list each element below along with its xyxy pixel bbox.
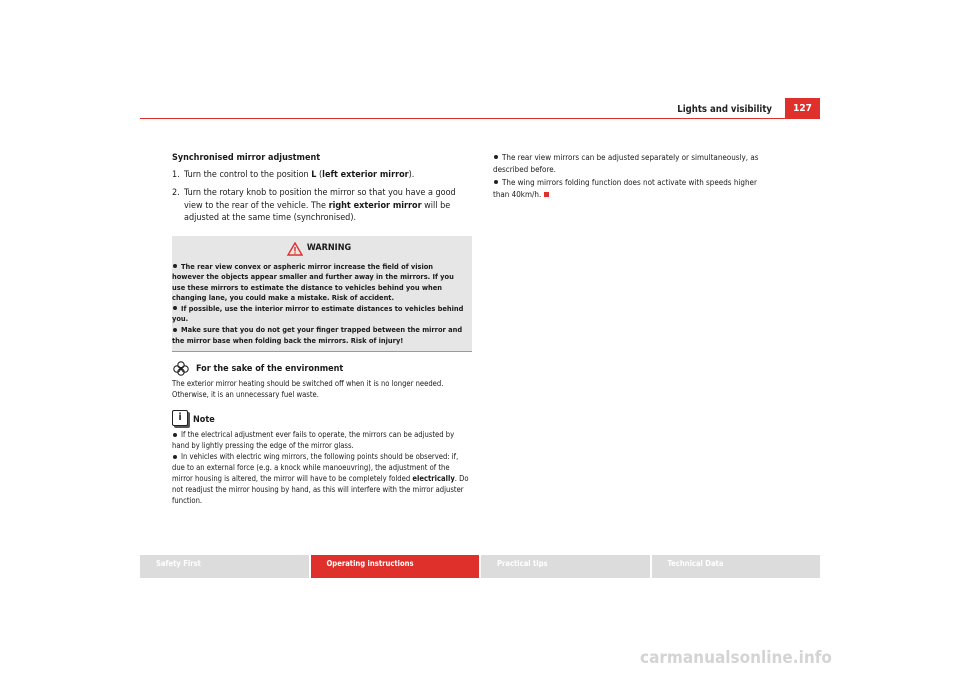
right-bullet: The rear view mirrors can be adjusted separately or simultaneously, as described before. (493, 153, 759, 174)
header-rule (140, 118, 820, 119)
footer-nav (140, 555, 820, 578)
note-bullet: In vehicles with electric wing mirrors, the following points should be observed: if, due to an external force (e.g. a knock while manoeuvring), the adjustment of the mirror housing is altered, the mirror will have to be completely folded electrically. Do not readjust the mirror housing by hand, as this will interfere with the mirror adjuster function. (172, 452, 469, 506)
warning-header (172, 240, 466, 258)
tab-practical-tips[interactable]: Practical tips (481, 555, 652, 578)
left-column (172, 152, 472, 506)
tab-operating-instructions[interactable]: Operating instructions (311, 555, 482, 578)
environment-header (172, 360, 472, 378)
warning-box (172, 236, 472, 353)
note-title: Note (193, 414, 215, 425)
warning-triangle-icon (287, 242, 303, 256)
right-bullet: The wing mirrors folding function does not activate with speeds higher than 40km/h. (493, 178, 757, 199)
environment-title: For the sake of the environment (196, 364, 344, 374)
watermark: carmanualsonline.info (640, 648, 832, 668)
note-bullet: If the electrical adjustment ever fails to operate, the mirrors can be adjusted by hand by lightly pressing the edge of the mirror glass. (172, 430, 455, 451)
step-2: 2. Turn the rotary knob to position the mirror so that you have a good view to the rear of the vehicle. The right exterior mirror will be adjusted at the same time (synchronised). (172, 188, 456, 223)
note-header (172, 410, 472, 426)
page-number: 127 (785, 98, 820, 118)
environment-text: The exterior mirror heating should be switched off when it is no longer needed. Otherwise, it is an unnecessary fuel waste. (172, 379, 444, 400)
warning-bullet: The rear view convex or aspheric mirror increase the field of vision however the objects appear smaller and further away in the mirrors. If you use these mirrors to estimate the distance to vehicles behind you when changing lane, you could make a mistake. Risk of accident. (172, 261, 454, 303)
tab-safety-first[interactable]: Safety First (140, 555, 311, 578)
end-of-section-marker (544, 192, 549, 197)
warning-bullet: Make sure that you do not get your finger trapped between the mirror and the mirror base when folding back the mirrors. Risk of injury! (172, 325, 463, 345)
tab-technical-data[interactable]: Technical Data (652, 555, 821, 578)
warning-title: WARNING (306, 243, 352, 254)
warning-bullet: If possible, use the interior mirror to estimate distances to vehicles behind you. (172, 303, 464, 324)
section-header-title: Lights and visibility (677, 104, 772, 115)
right-column (493, 152, 773, 200)
step-1: 1. Turn the control to the position L (left exterior mirror). (172, 169, 415, 180)
section-title: Synchronised mirror adjustment (172, 153, 321, 163)
note-icon: i (172, 410, 188, 426)
flower-icon (172, 360, 190, 378)
